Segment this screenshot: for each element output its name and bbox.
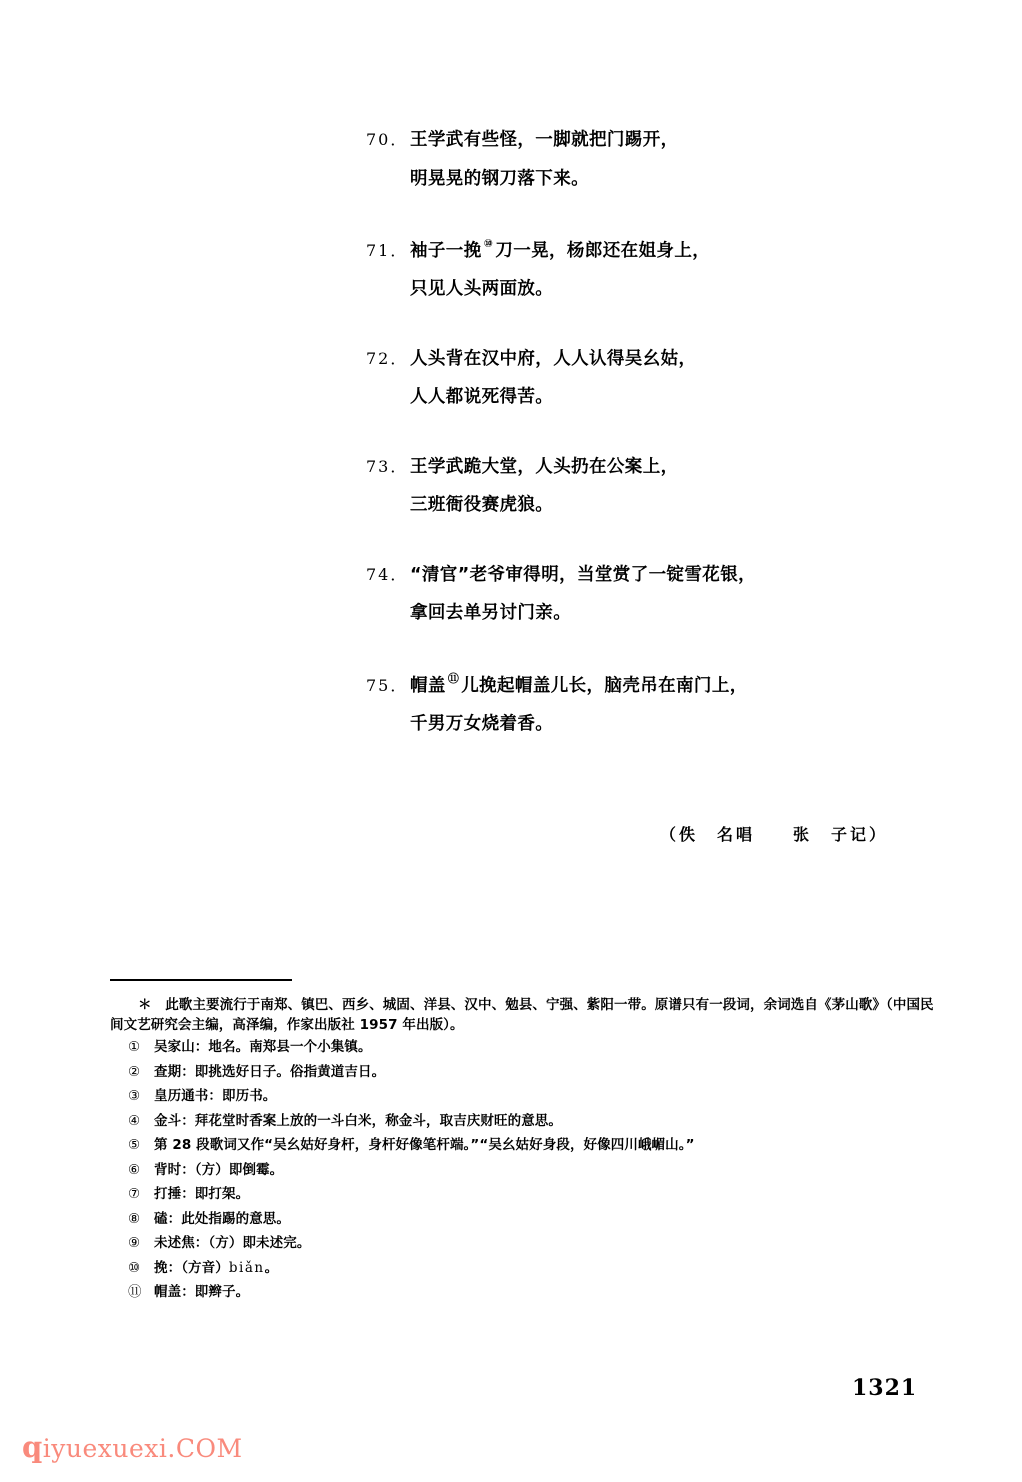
verse-line [366,564,966,585]
footnote-marker: ⑪ [128,1284,142,1301]
footnote-item [110,1188,940,1202]
footnote-text: 打捶：即打架。 [154,1186,250,1203]
verse-line [366,348,966,369]
page-number: 1321 [852,1375,918,1401]
footnote-reference: ⑪ [447,671,460,685]
footnote-marker: ⑩ [128,1259,141,1276]
verse-line [366,389,966,407]
footnote-item [110,1161,940,1178]
verse-line [366,671,966,696]
verse-line [366,237,966,261]
verse-text: 人头背在汉中府，人人认得吴幺姑， [410,348,697,369]
verse-list [366,132,966,734]
verse-text: “清官”老爷审得明，当堂赏了一锭雪花银， [410,564,757,585]
verse-text: 千男万女烧着香。 [410,714,554,735]
footnote-text: 磕：此处指踢的意思。 [154,1210,290,1227]
footnote-text: 皇历通书：即历书。 [154,1088,277,1105]
pronunciation-romanization: biǎn [228,1259,265,1276]
verse-number: 75． [366,675,409,695]
footnote-item [110,1210,940,1227]
verse-line [366,456,966,477]
verse-text: 王学武有些怪，一脚就把门踢开， [410,130,679,150]
footnote-marker: ④ [128,1112,141,1129]
footnote-text [154,1259,940,1276]
verse-number: 73． [366,456,409,476]
footnote-text-part: 。 [264,1259,279,1276]
verse-line [366,132,966,150]
verse-text-part: 帽盖 [410,675,446,696]
verse-text: 人人都说死得苦。 [410,387,554,408]
verse-text: 只见人头两面放。 [410,279,554,300]
footnote-item [110,1286,940,1300]
footnote-item [110,1090,940,1104]
verse-text: 拿回去单另讨门亲。 [410,603,572,624]
watermark-initial: q [22,1430,43,1464]
verse-block [366,456,966,516]
footnote-text: 未述焦：（方）即未述完。 [154,1235,311,1252]
footnote-text: 查期：即挑选好日子。俗指黄道吉日。 [154,1063,386,1080]
footnote-marker: ⑨ [128,1235,141,1252]
verse-text-part: 袖子一挽 [410,240,482,261]
verse-text: 三班衙役赛虎狼。 [410,495,554,516]
verse-line [366,168,966,189]
verse-line [366,281,966,299]
footnote-item [110,1041,940,1055]
verse-number: 72． [366,348,409,368]
verse-line [366,497,966,515]
footnote-marker: ② [128,1063,141,1080]
footnote-text-part: 挽：（方音） [154,1259,229,1276]
footnote-text: 吴家山：地名。南郑县一个小集镇。 [154,1039,372,1056]
footnote-text: 帽盖：即辫子。 [154,1284,250,1301]
verse-line [366,716,966,734]
verse-block [366,237,966,300]
verse-text [410,237,711,261]
verse-number: 70． [366,130,409,149]
footnote-marker: ⑦ [128,1186,141,1203]
site-watermark [22,1430,243,1464]
footnote-list [110,996,940,1311]
verse-text-part: 刀一晃，杨郎还在姐身上， [495,240,711,261]
verse-text: 明晃晃的钢刀落下来。 [410,168,589,189]
footnote-text: 金斗：拜花堂时香案上放的一斗白米，称金斗，取吉庆财旺的意思。 [154,1112,562,1129]
footnote-separator-rule [110,979,292,981]
watermark-text: iyuexuexi.COM [42,1434,243,1463]
footnote-marker: ⑥ [128,1161,141,1178]
verse-text: 王学武跪大堂，人头扔在公案上， [410,456,679,477]
verse-line [366,605,966,623]
footnote-marker: ⑧ [128,1210,141,1227]
footnote-item [110,1112,940,1129]
verse-text-part: 儿挽起帽盖儿长，脑壳吊在南门上， [461,675,748,696]
verse-number: 71． [366,240,409,260]
footnote-marker: ① [128,1039,141,1056]
verse-text [410,671,748,696]
attribution: （佚 名唱 张 子记） [660,825,889,844]
footnote-reference: ⑩ [483,237,494,250]
footnote-text: 第 28 段歌词又作“吴幺姑好身杆，身杆好像笔杆端。”“吴幺姑好身段，好像四川峨嵋山。” [154,1137,695,1154]
footnote-text: 背时：（方）即倒霉。 [154,1161,284,1178]
verse-block [366,564,966,624]
verse-block [366,671,966,735]
footnote-item [110,1139,940,1153]
verse-block [366,348,966,408]
footnote-marker: ③ [128,1088,141,1105]
verse-block [366,132,966,188]
footnote-marker: ⑤ [128,1137,141,1154]
footnote-star: ＊ 此歌主要流行于南郑、镇巴、西乡、城固、洋县、汉中、勉县、宁强、紫阳一带。原谱只有一段词，余词选自《茅山歌》（中国民间文艺研究会主编，高泽编，作家出版社 1957 年出版）。 [110,997,934,1033]
verse-number: 74． [366,564,409,584]
footnote-item [110,1259,940,1276]
footnote-item [110,1237,940,1251]
footnote-item [110,1063,940,1080]
